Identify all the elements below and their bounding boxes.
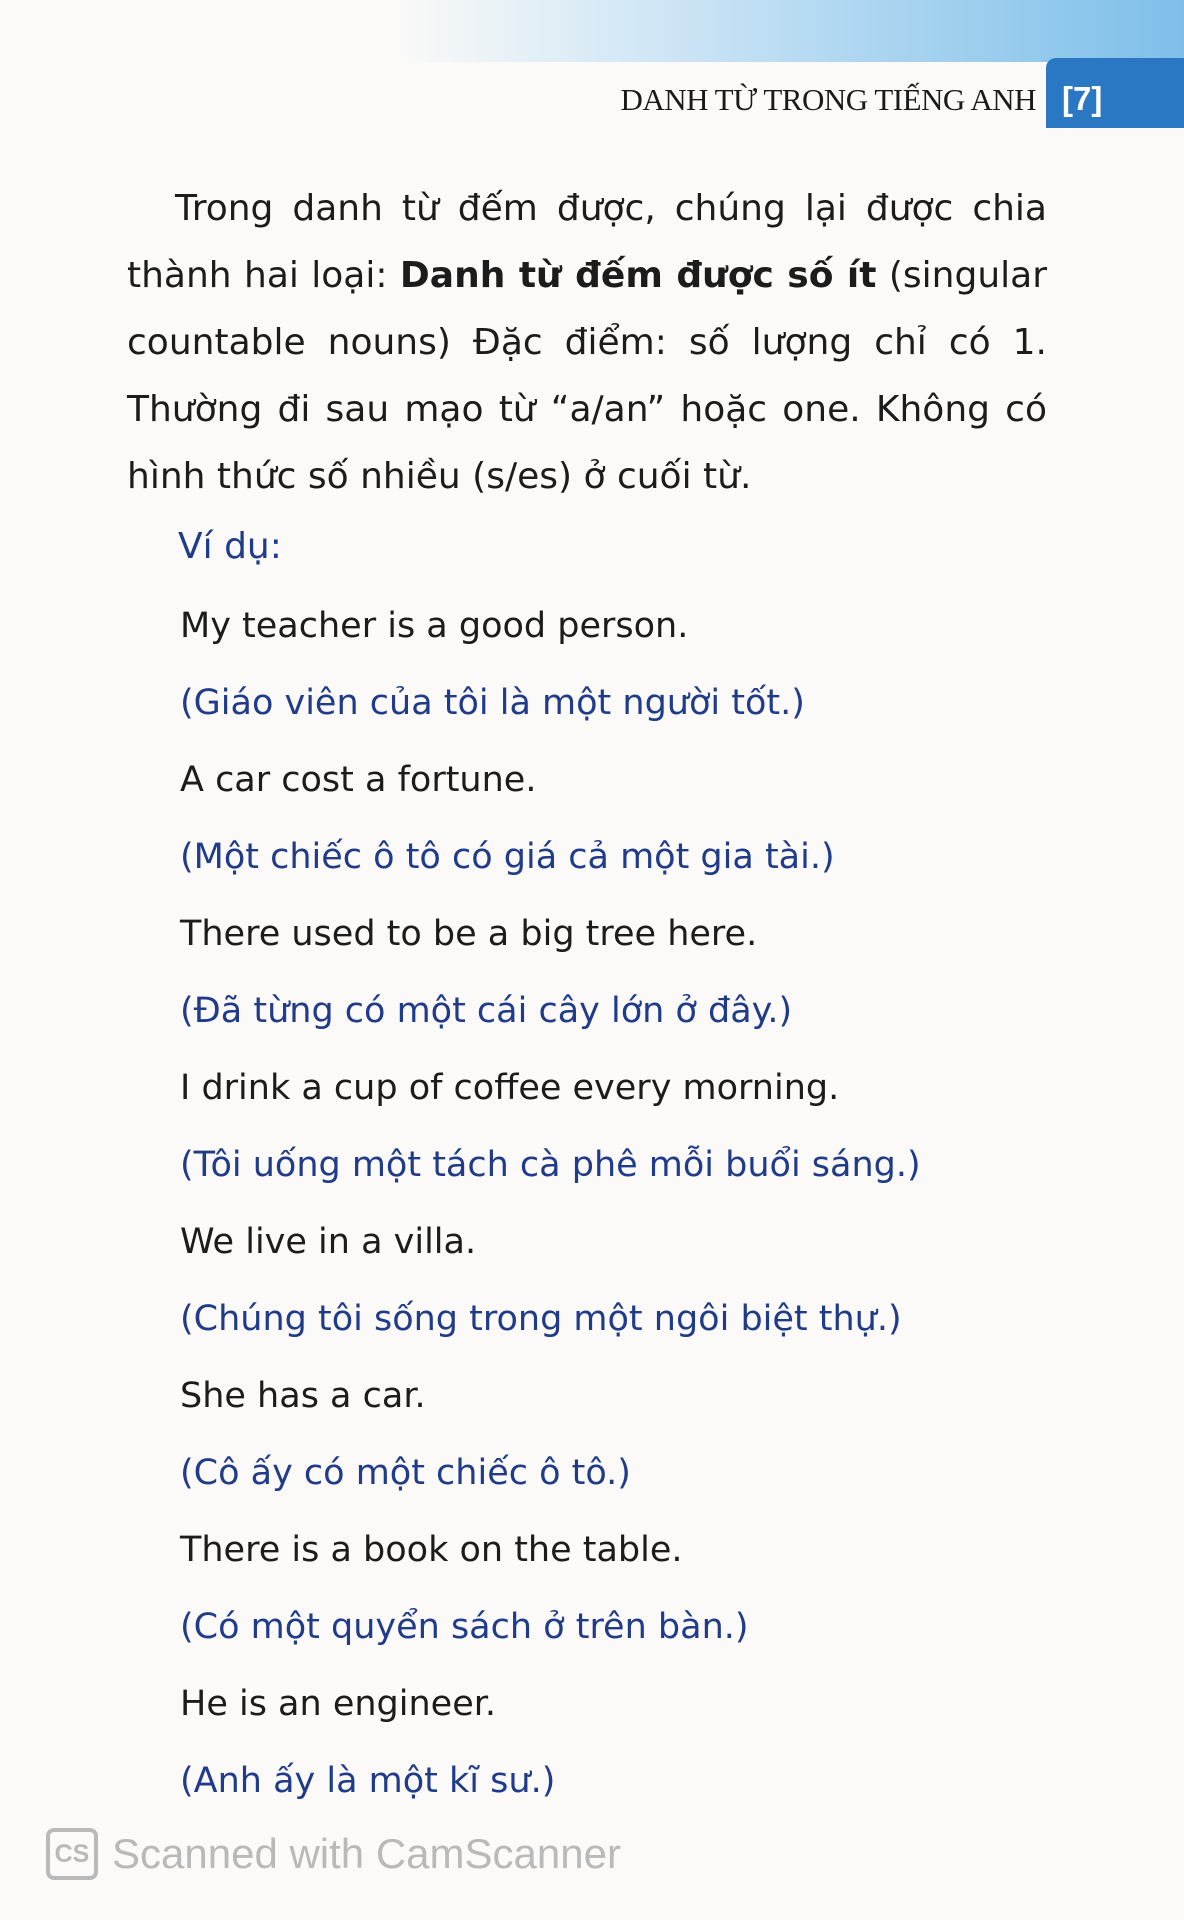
example-sentence-english: She has a car. — [180, 1376, 426, 1416]
intro-paragraph — [127, 175, 1047, 510]
example-translation-vietnamese: (Tôi uống một tách cà phê mỗi buổi sáng.) — [180, 1145, 921, 1185]
example-translation-vietnamese: (Cô ấy có một chiếc ô tô.) — [180, 1453, 631, 1493]
example-list — [180, 602, 1060, 1834]
example-sentence-english: We live in a villa. — [180, 1222, 477, 1262]
page-header-title: DANH TỪ TRONG TIẾNG ANH — [620, 82, 1036, 117]
example-sentence-english: There is a book on the table. — [180, 1530, 683, 1570]
example-translation-vietnamese: (Đã từng có một cái cây lớn ở đây.) — [180, 991, 793, 1031]
example-sentence-english: There used to be a big tree here. — [180, 914, 758, 954]
intro-bold-term: Danh từ đếm được số ít — [399, 255, 877, 296]
camscanner-watermark — [46, 1828, 621, 1880]
camscanner-logo-icon: CS — [46, 1828, 98, 1880]
example-translation-vietnamese: (Anh ấy là một kĩ sư.) — [180, 1761, 556, 1801]
example-sentence-english: He is an engineer. — [180, 1684, 497, 1724]
page-number-tab — [1046, 58, 1184, 128]
intro-text-end: (singular countable nouns) Đặc điểm: số lượng chỉ có 1. Thường đi sau mạo từ “a/an” hoặc one. Không có hình thức số nhiều (s/es) ở cuối từ. — [127, 255, 1047, 497]
page-number: [7] — [1062, 80, 1103, 117]
example-translation-vietnamese: (Chúng tôi sống trong một ngôi biệt thự.) — [180, 1299, 902, 1339]
example-sentence-english: My teacher is a good person. — [180, 606, 689, 646]
example-label: Ví dụ: — [178, 526, 282, 567]
example-translation-vietnamese: (Một chiếc ô tô có giá cả một gia tài.) — [180, 837, 835, 877]
example-sentence-english: A car cost a fortune. — [180, 760, 537, 800]
example-translation-vietnamese: (Có một quyển sách ở trên bàn.) — [180, 1607, 749, 1647]
camscanner-watermark-text: Scanned with CamScanner — [112, 1830, 621, 1877]
example-translation-vietnamese: (Giáo viên của tôi là một người tốt.) — [180, 683, 805, 723]
header-gradient-band — [0, 0, 1184, 62]
example-sentence-english: I drink a cup of coffee every morning. — [180, 1068, 840, 1108]
intro-text-start: Trong danh từ đếm được, chúng lại được chia thành hai loại: — [127, 188, 1047, 296]
